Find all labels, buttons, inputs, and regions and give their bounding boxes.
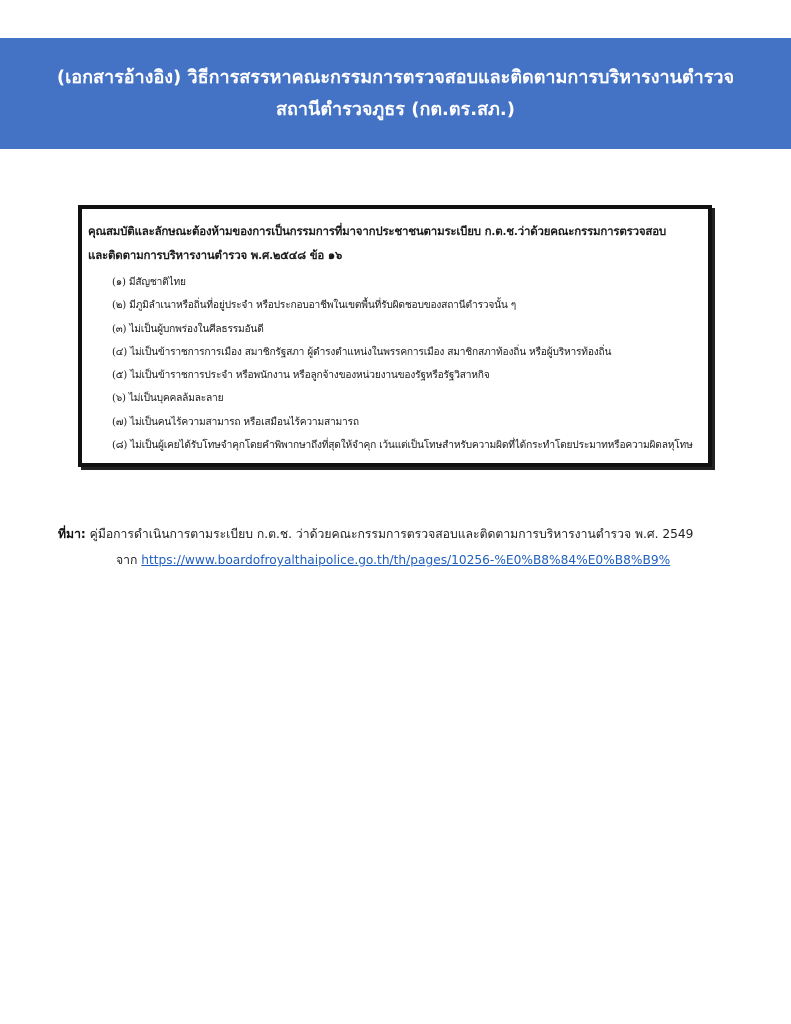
qualification-item-6: (๖) ไม่เป็นบุคคลล้มละลาย bbox=[112, 393, 224, 405]
source-from-label: จาก bbox=[116, 553, 142, 567]
header-title-line1: (เอกสารอ้างอิง) วิธีการสรรหาคณะกรรมการตรวจสอบและติดตามการบริหารงานตำรวจ bbox=[56, 66, 735, 88]
source-citation bbox=[58, 521, 758, 573]
qualification-item-3: (๓) ไม่เป็นผู้บกพร่องในศีลธรรมอันดี bbox=[112, 323, 264, 335]
source-label: ที่มา: bbox=[58, 527, 86, 541]
source-line2 bbox=[58, 547, 758, 573]
excerpt-heading-line2: และติดตามการบริหารงานตำรวจ พ.ศ.๒๕๔๘ ข้อ ๑๖ bbox=[88, 248, 343, 262]
qualification-list bbox=[88, 271, 698, 457]
header-banner bbox=[0, 38, 791, 149]
qualification-item-7: (๗) ไม่เป็นคนไร้ความสามารถ หรือเสมือนไร้ความสามารถ bbox=[112, 416, 359, 428]
regulation-excerpt-image bbox=[78, 205, 712, 467]
source-line1 bbox=[58, 521, 758, 547]
qualification-item-2: (๒) มีภูมิลำเนาหรือถิ่นที่อยู่ประจำ หรือประกอบอาชีพในเขตพื้นที่รับผิดชอบของสถานีตำรวจนั้น ๆ bbox=[112, 300, 516, 312]
qualification-item-5: (๕) ไม่เป็นข้าราชการประจำ หรือพนักงาน หรือลูกจ้างของหน่วยงานของรัฐหรือรัฐวิสาหกิจ bbox=[112, 370, 490, 382]
excerpt-heading-line1: คุณสมบัติและลักษณะต้องห้ามของการเป็นกรรมการที่มาจากประชาชนตามระเบียบ ก.ต.ช.ว่าด้วยคณะกรรมการตรวจสอบ bbox=[88, 224, 666, 238]
source-url-link[interactable]: https://www.boardofroyalthaipolice.go.th/th/pages/10256-%E0%B8%84%E0%B8%B9% bbox=[141, 553, 671, 567]
qualification-item-4: (๔) ไม่เป็นข้าราชการการเมือง สมาชิกรัฐสภา ผู้ดำรงตำแหน่งในพรรคการเมือง สมาชิกสภาท้องถิ่น หรือผู้บริหารท้องถิ่น bbox=[112, 346, 612, 358]
qualification-item-1: (๑) มีสัญชาติไทย bbox=[112, 277, 186, 288]
source-text: คู่มือการดำเนินการตามระเบียบ ก.ต.ช. ว่าด้วยคณะกรรมการตรวจสอบและติดตามการบริหารงานตำรวจ พ.ศ. 2549 bbox=[85, 527, 694, 541]
qualification-item-8: (๘) ไม่เป็นผู้เคยได้รับโทษจำคุกโดยคำพิพากษาถึงที่สุดให้จำคุก เว้นแต่เป็นโทษสำหรับความผิดที่ได้กระทำโดยประมาทหรือความผิดลหุโทษ bbox=[112, 440, 693, 452]
header-title-line2: สถานีตำรวจภูธร (กต.ตร.สภ.) bbox=[276, 98, 515, 120]
